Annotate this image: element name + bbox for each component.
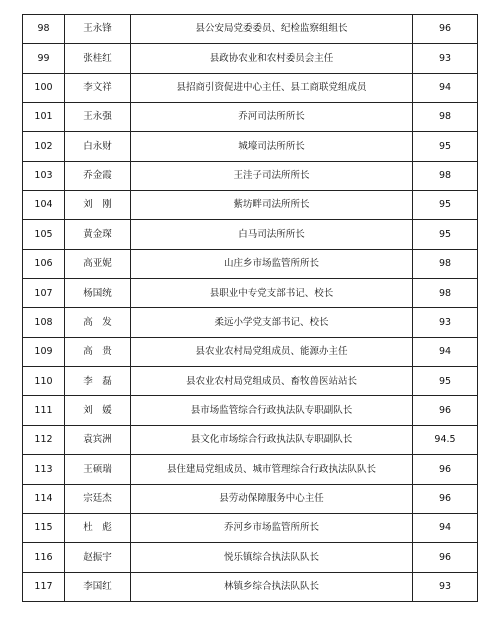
person-name: 李国红 xyxy=(65,572,131,601)
table-row xyxy=(23,132,478,161)
person-name: 袁宾洲 xyxy=(65,425,131,454)
score: 98 xyxy=(413,161,478,190)
position-title: 乔河司法所所长 xyxy=(131,103,413,132)
person-name: 刘 刚 xyxy=(65,191,131,220)
position-title: 紫坊畔司法所所长 xyxy=(131,191,413,220)
position-title: 林镇乡综合执法队队长 xyxy=(131,572,413,601)
table-row xyxy=(23,73,478,102)
table-row xyxy=(23,249,478,278)
row-number: 103 xyxy=(23,161,65,190)
table-row xyxy=(23,161,478,190)
score: 98 xyxy=(413,103,478,132)
position-title: 县市场监管综合行政执法队专职副队长 xyxy=(131,396,413,425)
row-number: 101 xyxy=(23,103,65,132)
person-name: 高 贵 xyxy=(65,337,131,366)
row-number: 114 xyxy=(23,484,65,513)
person-name: 宗廷杰 xyxy=(65,484,131,513)
score: 96 xyxy=(413,543,478,572)
table-row xyxy=(23,543,478,572)
position-title: 城壕司法所所长 xyxy=(131,132,413,161)
row-number: 115 xyxy=(23,513,65,542)
score: 95 xyxy=(413,191,478,220)
position-title: 山庄乡市场监管所所长 xyxy=(131,249,413,278)
table-row xyxy=(23,44,478,73)
person-name: 张桂红 xyxy=(65,44,131,73)
position-title: 白马司法所所长 xyxy=(131,220,413,249)
row-number: 105 xyxy=(23,220,65,249)
table-row xyxy=(23,425,478,454)
table-row xyxy=(23,337,478,366)
position-title: 县文化市场综合行政执法队专职副队长 xyxy=(131,425,413,454)
score: 96 xyxy=(413,484,478,513)
row-number: 113 xyxy=(23,455,65,484)
score: 93 xyxy=(413,308,478,337)
position-title: 县农业农村局党组成员、能源办主任 xyxy=(131,337,413,366)
row-number: 106 xyxy=(23,249,65,278)
person-name: 杜 彪 xyxy=(65,513,131,542)
person-name: 高亚妮 xyxy=(65,249,131,278)
position-title: 县公安局党委委员、纪检监察组组长 xyxy=(131,15,413,44)
person-name: 李文祥 xyxy=(65,73,131,102)
table-row xyxy=(23,572,478,601)
person-name: 赵振宇 xyxy=(65,543,131,572)
position-title: 县农业农村局党组成员、畜牧兽医站站长 xyxy=(131,367,413,396)
table-body xyxy=(23,15,478,602)
table-row xyxy=(23,103,478,132)
table-row xyxy=(23,15,478,44)
position-title: 县职业中专党支部书记、校长 xyxy=(131,279,413,308)
score: 93 xyxy=(413,572,478,601)
score: 98 xyxy=(413,279,478,308)
position-title: 县住建局党组成员、城市管理综合行政执法队队长 xyxy=(131,455,413,484)
row-number: 100 xyxy=(23,73,65,102)
person-name: 王硕瑞 xyxy=(65,455,131,484)
position-title: 王洼子司法所所长 xyxy=(131,161,413,190)
position-title: 县劳动保障服务中心主任 xyxy=(131,484,413,513)
row-number: 102 xyxy=(23,132,65,161)
score: 94 xyxy=(413,73,478,102)
score: 96 xyxy=(413,15,478,44)
person-name: 刘 媛 xyxy=(65,396,131,425)
table-row xyxy=(23,220,478,249)
position-title: 悦乐镇综合执法队队长 xyxy=(131,543,413,572)
row-number: 111 xyxy=(23,396,65,425)
table-row xyxy=(23,279,478,308)
score: 94 xyxy=(413,513,478,542)
row-number: 112 xyxy=(23,425,65,454)
table-row xyxy=(23,396,478,425)
row-number: 104 xyxy=(23,191,65,220)
person-name: 李 磊 xyxy=(65,367,131,396)
row-number: 117 xyxy=(23,572,65,601)
row-number: 108 xyxy=(23,308,65,337)
position-title: 县招商引资促进中心主任、县工商联党组成员 xyxy=(131,73,413,102)
person-name: 黄金琛 xyxy=(65,220,131,249)
score: 95 xyxy=(413,220,478,249)
position-title: 柔远小学党支部书记、校长 xyxy=(131,308,413,337)
table-row xyxy=(23,513,478,542)
row-number: 110 xyxy=(23,367,65,396)
person-name: 白永财 xyxy=(65,132,131,161)
table-row xyxy=(23,367,478,396)
score: 95 xyxy=(413,367,478,396)
row-number: 99 xyxy=(23,44,65,73)
table-row xyxy=(23,308,478,337)
table-row xyxy=(23,455,478,484)
person-name: 王永锋 xyxy=(65,15,131,44)
person-name: 高 发 xyxy=(65,308,131,337)
table-row xyxy=(23,484,478,513)
personnel-table xyxy=(22,14,478,602)
person-name: 王永强 xyxy=(65,103,131,132)
table-row xyxy=(23,191,478,220)
position-title: 乔河乡市场监管所所长 xyxy=(131,513,413,542)
score: 94 xyxy=(413,337,478,366)
score: 96 xyxy=(413,455,478,484)
person-name: 杨国统 xyxy=(65,279,131,308)
score: 96 xyxy=(413,396,478,425)
position-title: 县政协农业和农村委员会主任 xyxy=(131,44,413,73)
row-number: 109 xyxy=(23,337,65,366)
score: 93 xyxy=(413,44,478,73)
row-number: 116 xyxy=(23,543,65,572)
row-number: 107 xyxy=(23,279,65,308)
score: 98 xyxy=(413,249,478,278)
person-name: 乔金霞 xyxy=(65,161,131,190)
score: 94.5 xyxy=(413,425,478,454)
row-number: 98 xyxy=(23,15,65,44)
score: 95 xyxy=(413,132,478,161)
